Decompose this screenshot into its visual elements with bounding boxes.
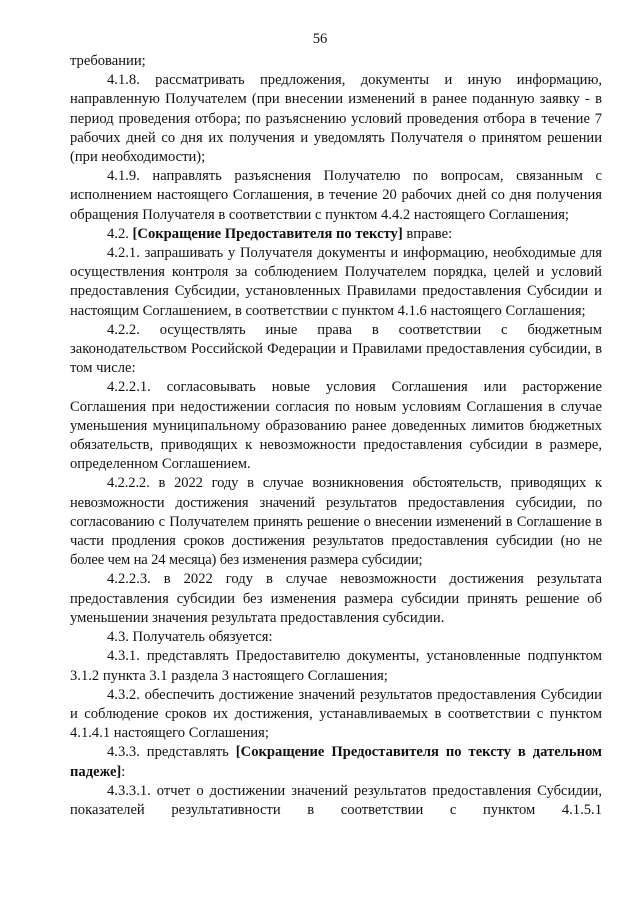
paragraph-4-2-2-2: 4.2.2.2. в 2022 году в случае возникновения обстоятельств, приводящих к невозможности достижения значений результатов предоставления субсидии, по согласованию с Получателем принять решение о внесении изменений в Соглашение в части продления сроков достижения результатов предоставления субсидии (но не более чем на 24 месяца) без изменения размера субсидии;: [70, 475, 602, 569]
placeholder-provider-abbr-dative: [Сокращение Предоставителя по тексту в дательном падеже]: [70, 744, 602, 780]
paragraph-4-1-9: 4.1.9. направлять разъяснения Получателю по вопросам, связанным с исполнением настоящего Соглашения, в течение 20 рабочих дней со дня получения обращения Получателя в соответствии с пунктом 4.4.2 настоящего Соглашения;: [70, 168, 602, 223]
document-body: [70, 52, 602, 820]
paragraph-4-2-number: 4.2.: [107, 225, 133, 242]
paragraph-4-3-1: 4.3.1. представлять Предоставителю документы, установленные подпунктом 3.1.2 пункта 3.1 раздела 3 настоящего Соглашения;: [70, 648, 602, 684]
paragraph-continuation: требовании;: [70, 53, 146, 69]
paragraph-4-3-3-number: 4.3.3. представлять: [107, 744, 236, 761]
paragraph-4-2-1: 4.2.1. запрашивать у Получателя документы и информацию, необходимые для осуществления контроля за соблюдением Получателем порядка, целей и условий предоставления Субсидии, установленных Правилами предоставления Субсидии и настоящим Соглашением, в соответствии с пунктом 4.1.6 настоящего Соглашения;: [70, 245, 602, 319]
paragraph-4-3-3-1: 4.3.3.1. отчет о достижении значений результатов предоставления Субсидии, показателей результативности в соответствии с пунктом 4.1.5.1: [70, 782, 602, 818]
placeholder-provider-abbr: [Сокращение Предоставителя по тексту]: [132, 225, 403, 242]
page-number: 56: [312, 31, 328, 47]
paragraph-4-3: 4.3. Получатель обязуется:: [107, 629, 273, 646]
paragraph-4-1-8: 4.1.8. рассматривать предложения, документы и иную информацию, направленную Получателем (при внесении изменений в ранее поданную заявку - в период проведения отбора; по разъяснению условий проведения отбора в течение 7 рабочих дней со дня их получения и уведомлять Получателя о принятом решении (при необходимости);: [70, 72, 602, 166]
paragraph-4-3-3: [70, 743, 602, 781]
paragraph-4-3-2: 4.3.2. обеспечить достижение значений результатов предоставления Субсидии и соблюдение сроков их достижения, устанавливаемых в соответствии с пунктом 4.1.4.1 настоящего Соглашения;: [70, 686, 602, 742]
paragraph-4-2-tail: вправе:: [402, 225, 453, 242]
paragraph-4-2-2-3: 4.2.2.3. в 2022 году в случае невозможности достижения результата предоставления субсидии без изменения размера субсидии принять решение об уменьшении значения результата предоставления субсидии.: [70, 571, 602, 626]
paragraph-4-2: [70, 225, 602, 244]
paragraph-4-3-3-tail: :: [121, 763, 126, 780]
paragraph-4-2-2-1: 4.2.2.1. согласовывать новые условия Соглашения или расторжение Соглашения при недостижении согласия по новым условиям Соглашения в случае уменьшения муниципальному образованию ранее доведенных лимитов бюджетных обязательств, приводящих к невозможности предоставления субсидии в размере, определенном Соглашением.: [70, 379, 602, 473]
paragraph-4-2-2: 4.2.2. осуществлять иные права в соответствии с бюджетным законодательством Российской Федерации и Правилами предоставления субсидии, в том числе:: [70, 321, 602, 377]
